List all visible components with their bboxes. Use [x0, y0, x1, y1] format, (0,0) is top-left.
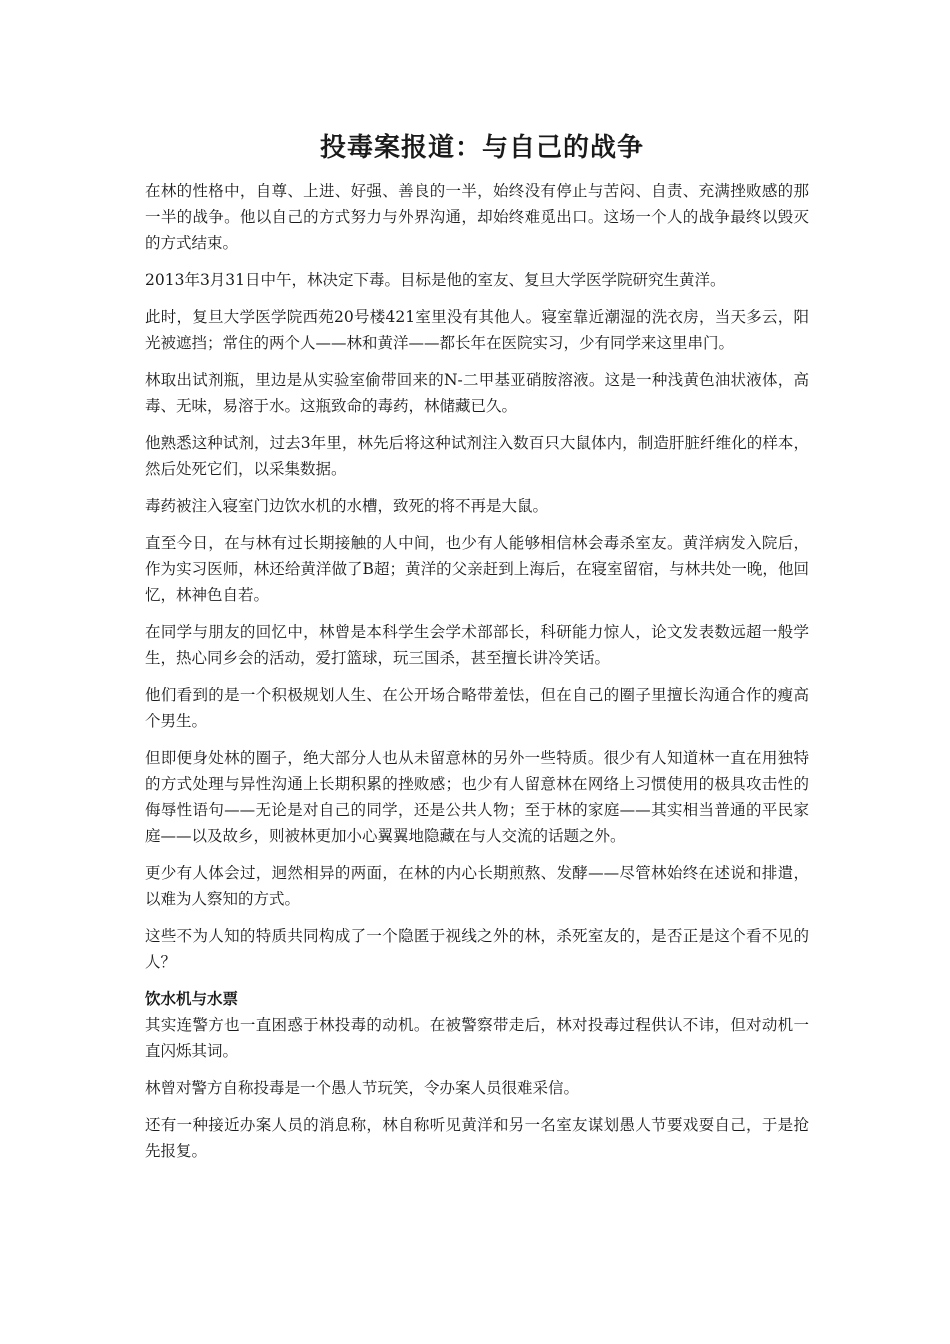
paragraph: 林曾对警方自称投毒是一个愚人节玩笑，令办案人员很难采信。 — [145, 1079, 580, 1097]
paragraph: 林取出试剂瓶，里边是从实验室偷带回来的N-二甲基亚硝胺溶液。这是一种浅黄色油状液体，高毒、无味，易溶于水。这瓶致命的毒药，林储藏已久。 — [145, 371, 809, 415]
paragraph: 更少有人体会过，迥然相异的两面，在林的内心长期煎熬、发酵——尽管林始终在述说和排遣，以难为人察知的方式。 — [145, 864, 809, 908]
paragraph: 他们看到的是一个积极规划人生、在公开场合略带羞怯，但在自己的圈子里擅长沟通合作的瘦高个男生。 — [145, 686, 809, 730]
paragraph: 2013年3月31日中午，林决定下毒。目标是他的室友、复旦大学医学院研究生黄洋。 — [145, 271, 726, 289]
paragraph: 在林的性格中，自尊、上进、好强、善良的一半，始终没有停止与苦闷、自责、充满挫败感的那一半的战争。他以自己的方式努力与外界沟通，却始终难觅出口。这场一个人的战争最终以毁灭的方式结束。 — [145, 182, 809, 252]
paragraph: 这些不为人知的特质共同构成了一个隐匿于视线之外的林，杀死室友的，是否正是这个看不见的人？ — [145, 927, 809, 971]
document-page — [145, 128, 809, 1175]
paragraph: 在同学与朋友的回忆中，林曾是本科学生会学术部部长，科研能力惊人，论文发表数远超一般学生，热心同乡会的活动，爱打篮球，玩三国杀，甚至擅长讲冷笑话。 — [145, 623, 809, 667]
paragraph: 毒药被注入寝室门边饮水机的水槽，致死的将不再是大鼠。 — [145, 497, 549, 515]
paragraph: 其实连警方也一直困惑于林投毒的动机。在被警察带走后，林对投毒过程供认不讳，但对动机一直闪烁其词。 — [145, 1016, 809, 1060]
paragraph: 直至今日，在与林有过长期接触的人中间，也少有人能够相信林会毒杀室友。黄洋病发入院后，作为实习医师，林还给黄洋做了B超；黄洋的父亲赶到上海后，在寝室留宿，与林共处一晚，他回忆，林神色自若。 — [145, 534, 809, 604]
paragraph: 此时，复旦大学医学院西苑20号楼421室里没有其他人。寝室靠近潮湿的洗衣房，当天多云，阳光被遮挡；常住的两个人——林和黄洋——都长年在医院实习，少有同学来这里串门。 — [145, 308, 809, 352]
paragraph: 还有一种接近办案人员的消息称，林自称听见黄洋和另一名室友谋划愚人节要戏耍自己，于是抢先报复。 — [145, 1116, 809, 1160]
section-heading: 饮水机与水票 — [145, 990, 239, 1008]
paragraph: 但即便身处林的圈子，绝大部分人也从未留意林的另外一些特质。很少有人知道林一直在用独特的方式处理与异性沟通上长期积累的挫败感；也少有人留意林在网络上习惯使用的极具攻击性的侮辱性语句——无论是对自己的同学，还是公共人物；至于林的家庭——其实相当普通的平民家庭——以及故乡，则被林更加小心翼翼地隐藏在与人交流的话题之外。 — [145, 749, 809, 845]
paragraph: 他熟悉这种试剂，过去3年里，林先后将这种试剂注入数百只大鼠体内，制造肝脏纤维化的样本，然后处死它们，以采集数据。 — [145, 434, 809, 478]
document-title: 投毒案报道：与自己的战争 — [319, 133, 644, 163]
